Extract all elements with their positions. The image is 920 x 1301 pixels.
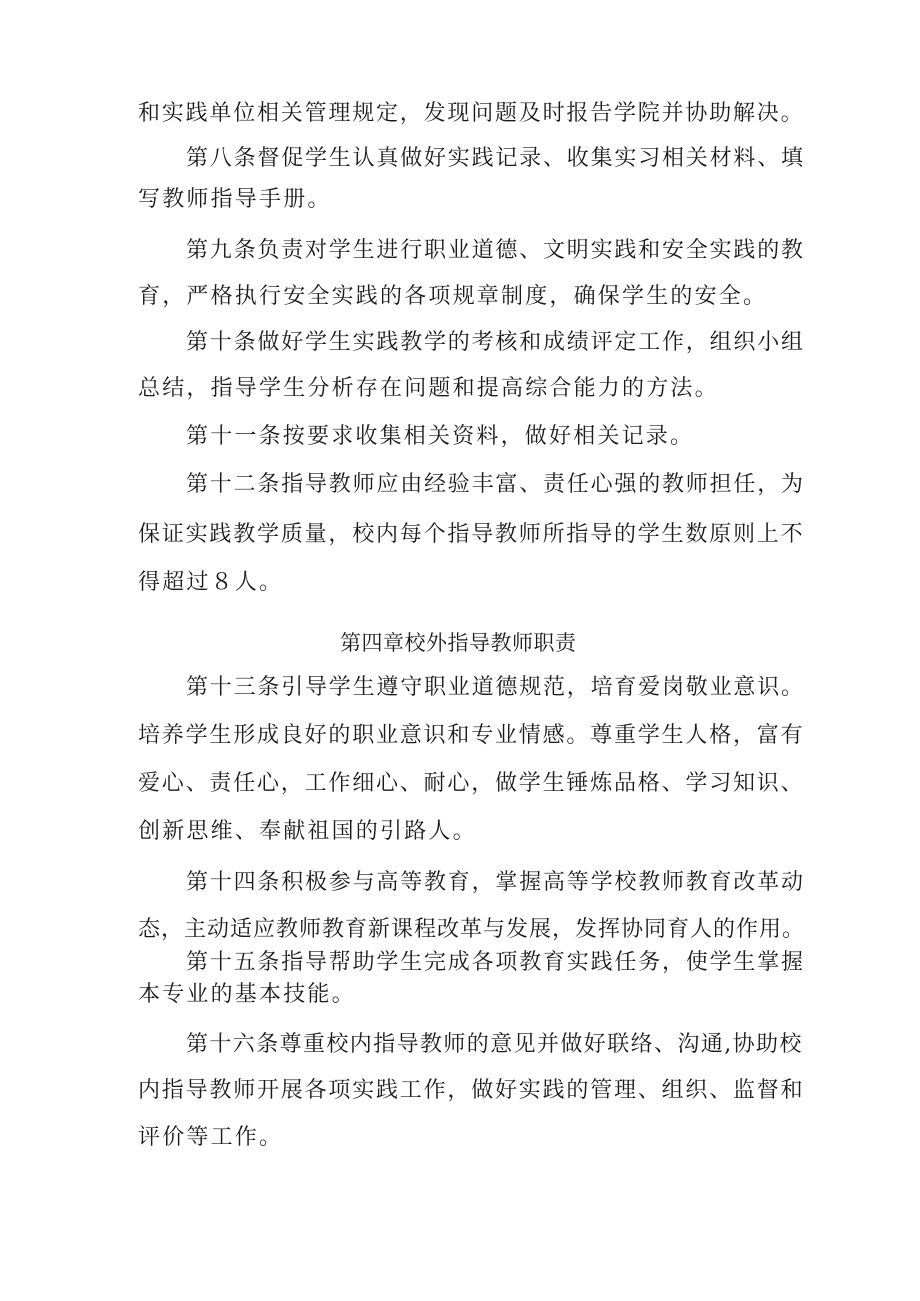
article-10-line-2: 总结，指导学生分析存在问题和提高综合能力的方法。 (138, 376, 719, 401)
chapter-heading: 第四章校外指导教师职责 (340, 631, 577, 655)
article-9-line-1: 第九条负责对学生进行职业道德、文明实践和安全实践的教 (186, 238, 805, 263)
article-15-line-2: 本专业的基本技能。 (138, 982, 356, 1007)
article-10-line-1: 第十条做好学生实践教学的考核和成绩评定工作，组织小组 (186, 330, 805, 355)
article-8-line-1: 第八条督促学生认真做好实践记录、收集实习相关材料、填 (186, 146, 805, 171)
article-16-line-2: 内指导教师开展各项实践工作，做好实践的管理、组织、监督和 (138, 1078, 805, 1103)
article-13-line-1: 第十三条引导学生遵守职业道德规范，培育爱岗敬业意识。 (186, 675, 805, 700)
article-14-line-2: 态，主动适应教师教育新课程改革与发展，发挥协同育人的作用。 (138, 917, 806, 942)
article-9-line-2: 育，严格执行安全实践的各项规章制度，确保学生的安全。 (138, 284, 768, 309)
article-13-line-4: 创新思维、奉献祖国的引路人。 (138, 819, 477, 844)
article-16-line-1: 第十六条尊重校内指导教师的意见并做好联络、沟通,协助校 (186, 1032, 803, 1057)
article-13-line-3: 爱心、责任心，工作细心、耐心，做学生锤炼品格、学习知识、 (138, 771, 805, 796)
article-12-line-3: 得超过８人。 (138, 570, 284, 595)
text-line: 和实践单位相关管理规定，发现问题及时报告学院并协助解决。 (138, 101, 805, 126)
article-14-line-1: 第十四条积极参与高等教育，掌握高等学校教师教育改革动 (186, 870, 805, 895)
article-13-line-2: 培养学生形成良好的职业意识和专业情感。尊重学生人格，富有 (138, 723, 805, 748)
article-16-line-3: 评价等工作。 (138, 1125, 284, 1150)
article-12-line-2: 保证实践教学质量，校内每个指导教师所指导的学生数原则上不 (138, 522, 805, 547)
article-15-line-1: 第十五条指导帮助学生完成各项教育实践任务，使学生掌握 (186, 950, 805, 975)
article-8-line-2: 写教师指导手册。 (138, 187, 332, 212)
article-12-line-1: 第十二条指导教师应由经验丰富、责任心强的教师担任，为 (186, 472, 805, 497)
article-11-line-1: 第十一条按要求收集相关资料，做好相关记录。 (186, 424, 695, 449)
